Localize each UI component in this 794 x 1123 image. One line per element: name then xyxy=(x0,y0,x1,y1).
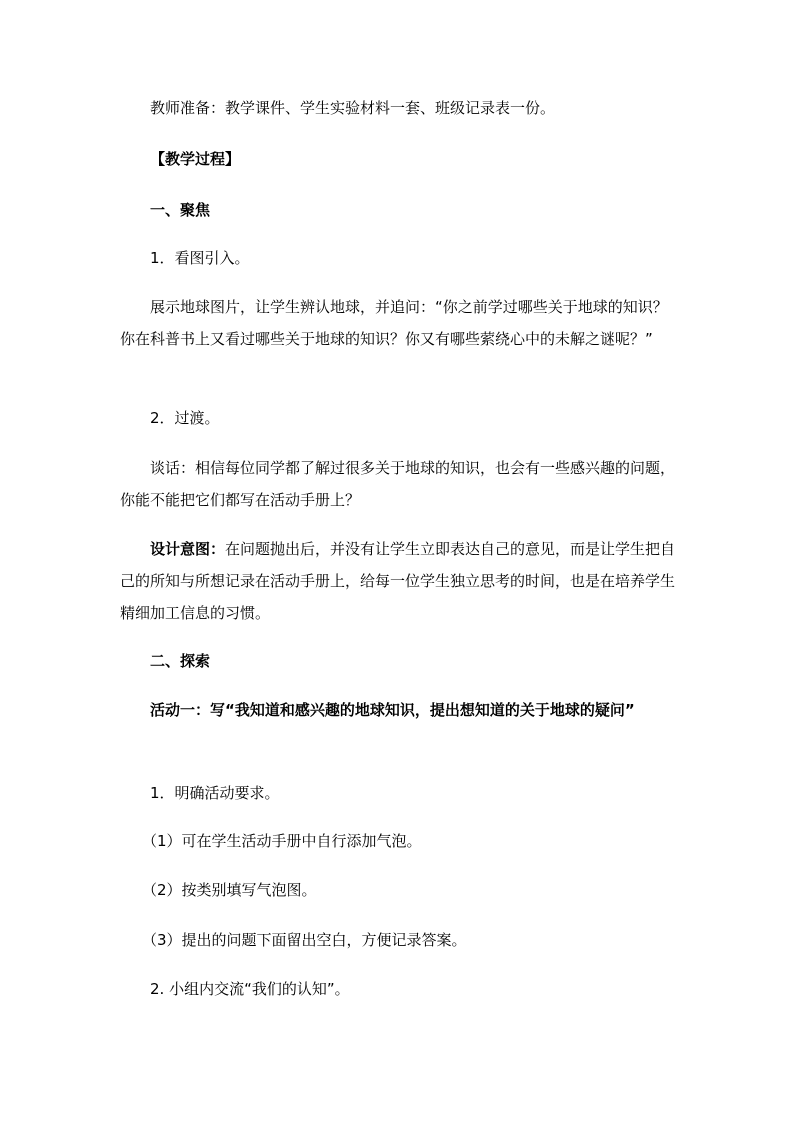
teacher-prep-paragraph: 教师准备：教学课件、学生实验材料一套、班级记录表一份。 xyxy=(150,99,556,117)
item-look-at-picture: 1．看图引入。 xyxy=(150,249,250,267)
design-intent-label: 设计意图： xyxy=(150,540,226,558)
activity-one-title: 活动一：写“我知道和感兴趣的地球知识，提出想知道的关于地球的疑问” xyxy=(150,701,635,719)
item-group-exchange: 2. 小组内交流“我们的认知”。 xyxy=(150,980,350,998)
paragraph-show-earth: 展示地球图片，让学生辨认地球，并追问：“你之前学过哪些关于地球的知识？你在科普书上又看过哪些关于地球的知识？你又有哪些萦绕心中的未解之谜呢？” xyxy=(120,298,668,348)
paragraph-talk: 谈话：相信每位同学都了解过很多关于地球的知识，也会有一些感兴趣的问题，你能不能把它们都写在活动手册上？ xyxy=(120,459,676,509)
section-teaching-process: 【教学过程】 xyxy=(150,150,241,168)
paragraph-design-intent xyxy=(120,533,680,629)
design-intent-text: 在问题抛出后，并没有让学生立即表达自己的意见，而是让学生把自己的所知与所想记录在活动手册上，给每一位学生独立思考的时间，也是在培养学生精细加工信息的习惯。 xyxy=(120,540,676,622)
heading-focus: 一、聚焦 xyxy=(150,201,211,219)
sub-item-fill-bubble-chart: （2）按类别填写气泡图。 xyxy=(142,881,317,899)
item-transition: 2．过渡。 xyxy=(150,409,220,427)
item-clarify-requirements: 1．明确活动要求。 xyxy=(150,784,280,802)
sub-item-leave-blank: （3）提出的问题下面留出空白，方便记录答案。 xyxy=(142,931,467,949)
heading-explore: 二、探索 xyxy=(150,652,211,670)
sub-item-add-bubbles: （1）可在学生活动手册中自行添加气泡。 xyxy=(142,832,422,850)
